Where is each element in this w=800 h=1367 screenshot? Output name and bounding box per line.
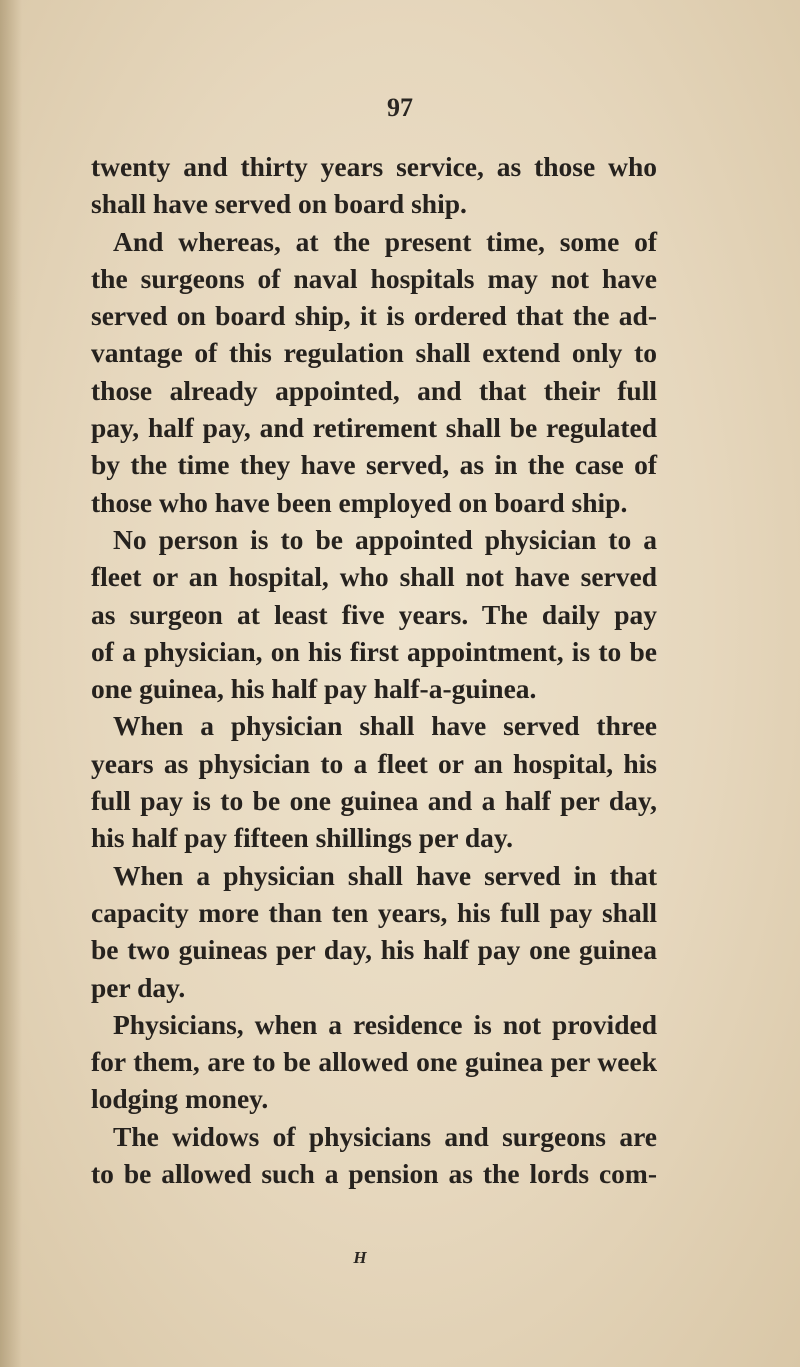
text-line: those who have been employed on board ship. xyxy=(91,486,628,518)
text-line: years as physician to a fleet or an hospital, his xyxy=(91,747,657,779)
text-line: to be allowed such a pension as the lords com- xyxy=(91,1158,657,1190)
text-line: one guinea, his half pay half-a-guinea. xyxy=(91,673,537,705)
text-line: per day. xyxy=(91,971,186,1003)
page-gutter-shadow xyxy=(0,0,22,1367)
text-line: served on board ship, it is ordered that the ad- xyxy=(91,300,657,332)
text-line: twenty and thirty years service, as those who xyxy=(91,151,657,182)
text-line: pay, half pay, and retirement shall be regulated xyxy=(91,412,657,444)
body-text xyxy=(91,148,657,1192)
text-line: the surgeons of naval hospitals may not have xyxy=(91,262,657,294)
text-line: his half pay fifteen shillings per day. xyxy=(91,822,514,854)
text-line: full pay is to be one guinea and a half per day, xyxy=(91,785,657,817)
text-line: fleet or an hospital, who shall not have served xyxy=(91,561,657,593)
text-line: Physicians, when a residence is not provided xyxy=(113,1008,657,1040)
text-line: those already appointed, and that their full xyxy=(91,374,657,406)
text-line: for them, are to be allowed one guinea per week xyxy=(91,1046,657,1078)
text-line: of a physician, on his first appointment, is to be xyxy=(91,635,657,667)
text-line: The widows of physicians and surgeons are xyxy=(113,1120,657,1152)
text-line: lodging money. xyxy=(91,1083,269,1115)
text-line: And whereas, at the present time, some of xyxy=(113,225,657,257)
text-line: vantage of this regulation shall extend only to xyxy=(91,337,657,369)
text-line: shall have served on board ship. xyxy=(91,188,467,220)
text-line: When a physician shall have served three xyxy=(113,710,657,742)
text-line: When a physician shall have served in that xyxy=(113,859,657,891)
text-line: as surgeon at least five years. The daily pay xyxy=(91,598,657,630)
text-line: be two guineas per day, his half pay one guinea xyxy=(91,934,657,966)
text-line: by the time they have served, as in the case of xyxy=(91,449,657,481)
text-line: capacity more than ten years, his full pay shall xyxy=(91,896,657,928)
signature-mark: H xyxy=(353,1248,367,1267)
text-line: No person is to be appointed physician to a xyxy=(113,523,657,555)
page-number: 97 xyxy=(387,93,413,122)
